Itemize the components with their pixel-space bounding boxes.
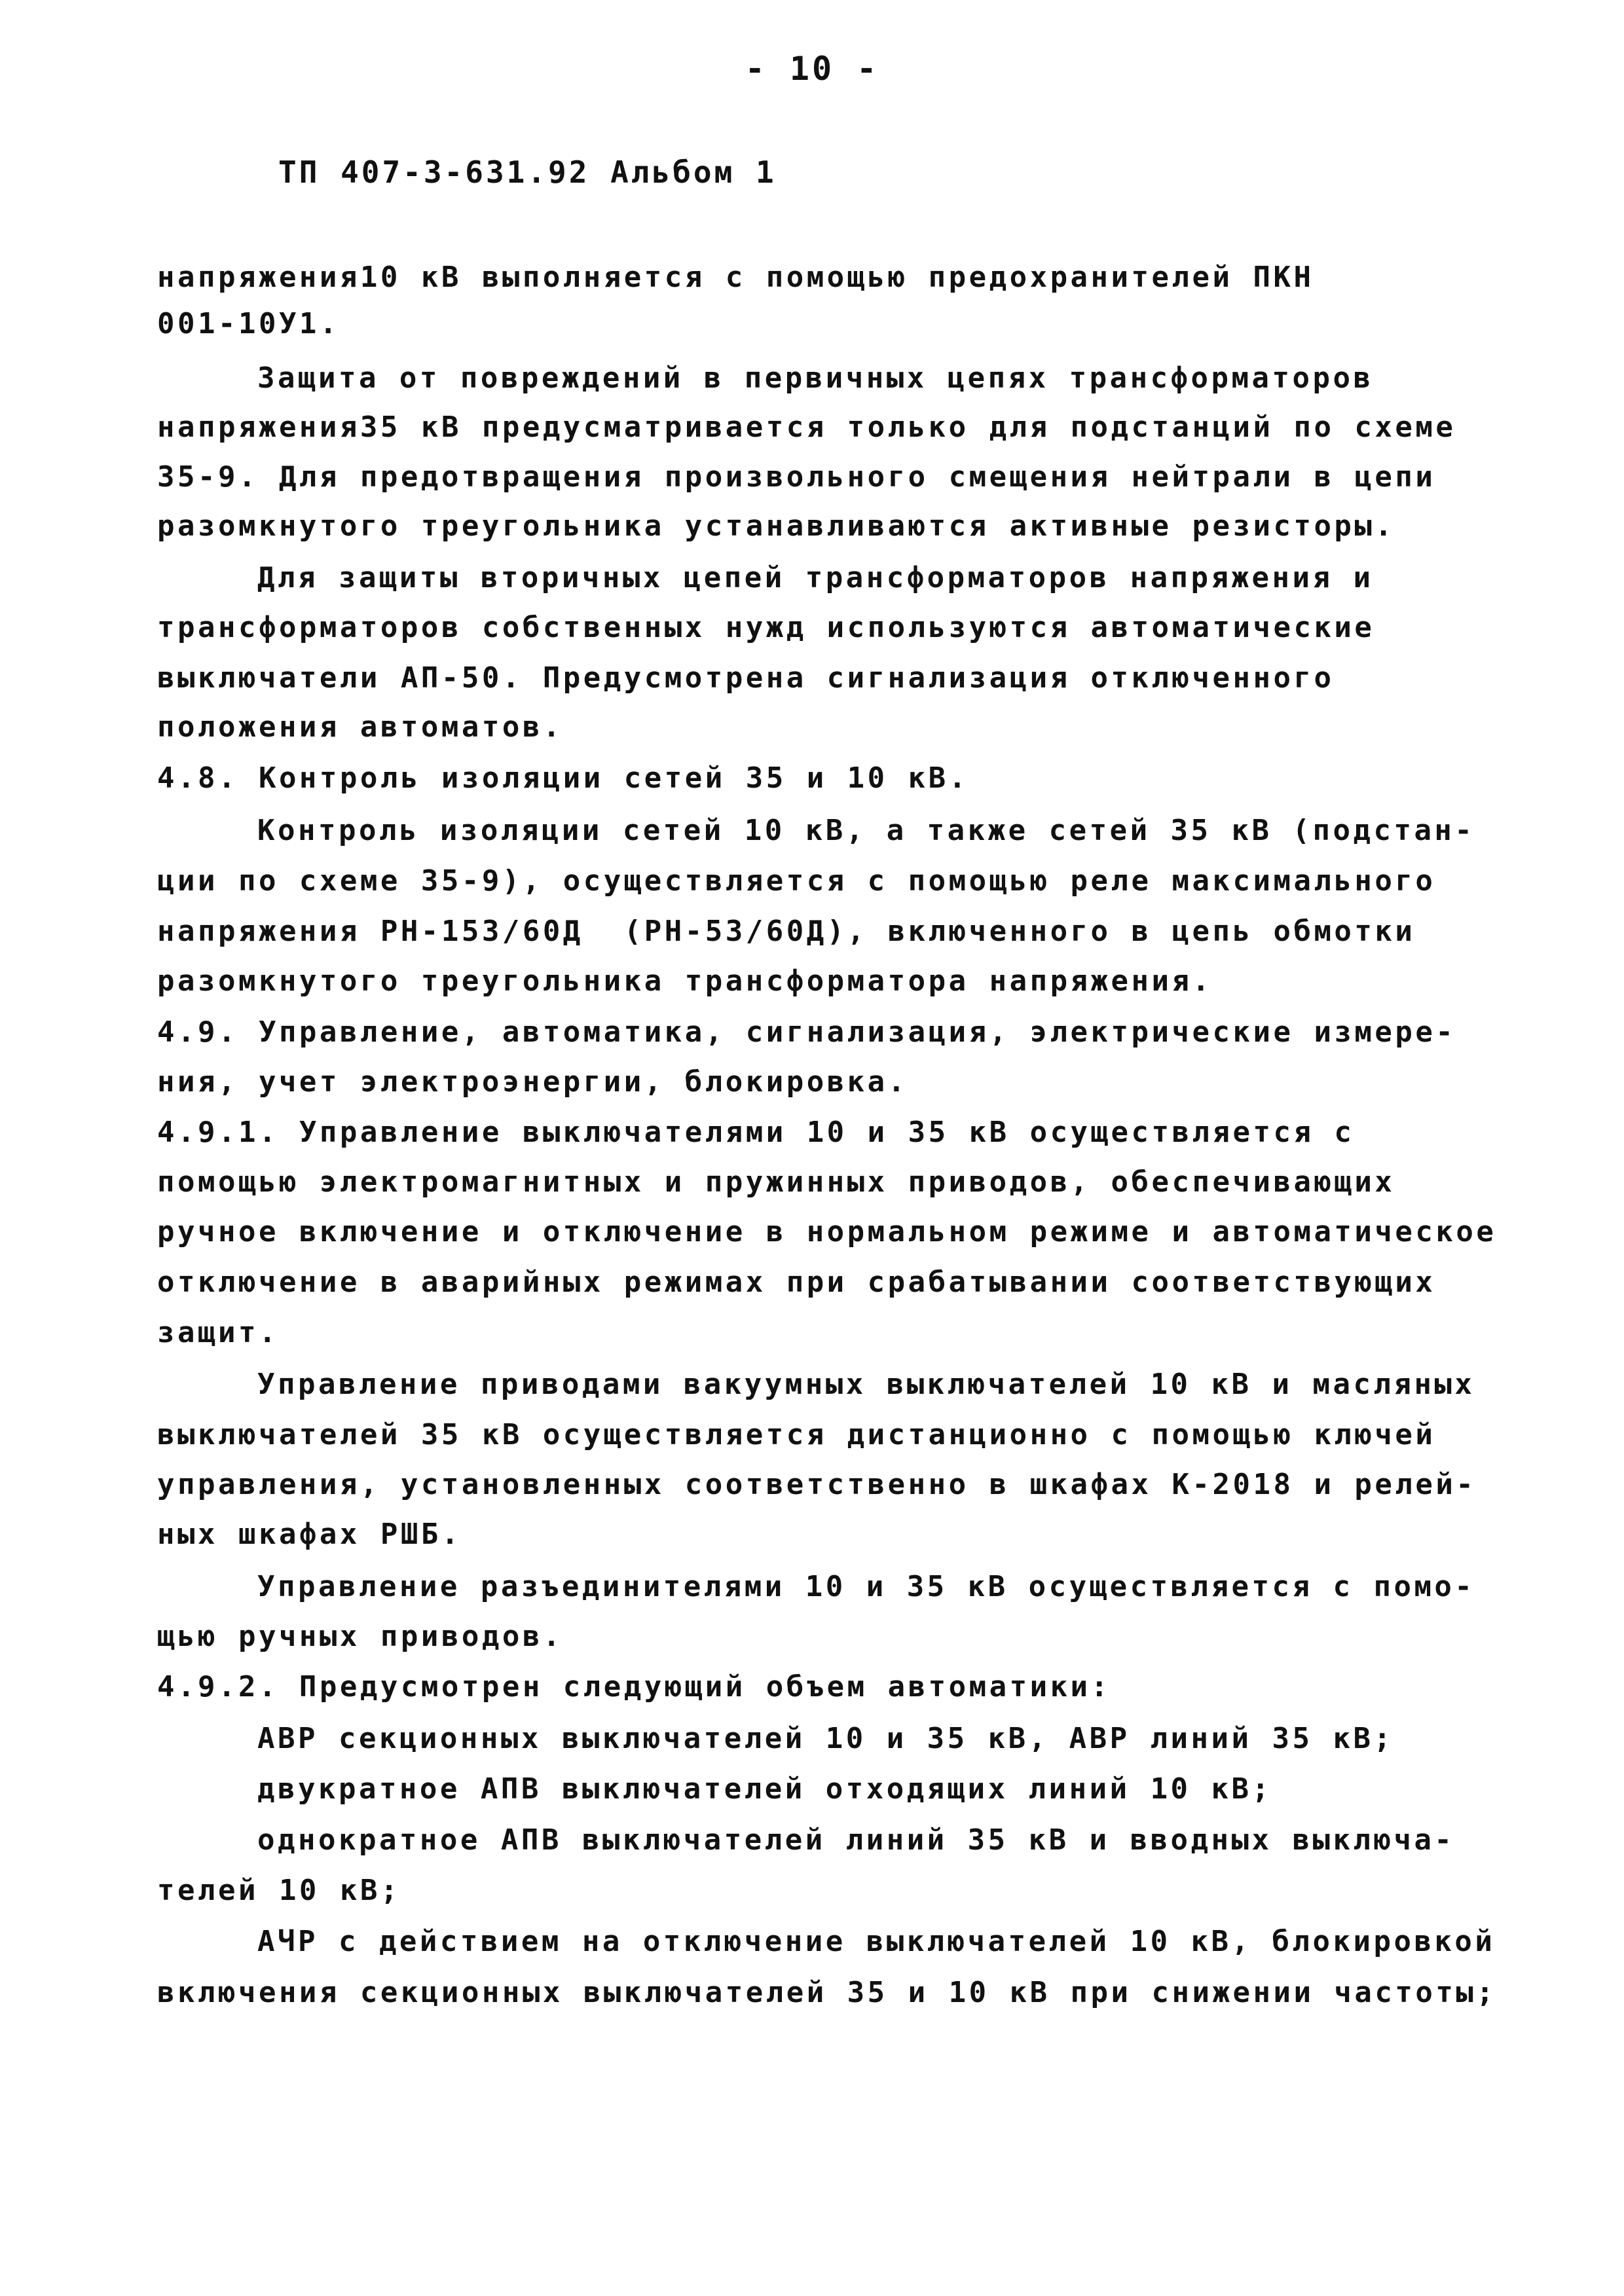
text-line: напряжения РН-153/60Д (РН-53/60Д), включенного в цепь обмотки bbox=[157, 915, 1416, 948]
text-line: ных шкафах РШБ. bbox=[157, 1518, 462, 1551]
text-line: Контроль изоляции сетей 10 кВ, а также сетей 35 кВ (подстан- bbox=[257, 814, 1475, 847]
text-line: выключатели АП-50. Предусмотрена сигнализация отключенного bbox=[157, 661, 1335, 695]
text-line: телей 10 кВ; bbox=[157, 1874, 401, 1907]
page-number: - 10 - bbox=[745, 50, 879, 88]
text-line: положения автоматов. bbox=[157, 710, 563, 744]
text-line: ручное включение и отключение в нормальном режиме и автоматическое bbox=[157, 1215, 1497, 1248]
text-line: Управление приводами вакуумных выключателей 10 кВ и масляных bbox=[257, 1368, 1475, 1401]
section-heading: 4.9.1. Управление выключателями 10 и 35 кВ осуществляется с bbox=[157, 1116, 1355, 1149]
text-line: Защита от повреждений в первичных цепях трансформаторов bbox=[257, 361, 1374, 395]
section-heading: 4.8. Контроль изоляции сетей 35 и 10 кВ. bbox=[157, 761, 969, 795]
text-line: 001-10У1. bbox=[157, 307, 340, 340]
text-line: Управление разъединителями 10 и 35 кВ осуществляется с помо- bbox=[257, 1570, 1475, 1603]
text-line: отключение в аварийных режимах при срабатывании соответствующих bbox=[157, 1266, 1436, 1299]
text-line: напряжения10 кВ выполняется с помощью предохранителей ПКН bbox=[157, 261, 1314, 294]
document-code: ТП 407-3-631.92 Альбом 1 bbox=[278, 155, 777, 190]
text-line: щью ручных приводов. bbox=[157, 1620, 563, 1653]
text-line: трансформаторов собственных нужд используются автоматические bbox=[157, 611, 1375, 644]
text-line: защит. bbox=[157, 1316, 279, 1349]
text-line: ции по схеме 35-9), осуществляется с помощью реле максимального bbox=[157, 864, 1436, 898]
section-heading: 4.9.2. Предусмотрен следующий объем автоматики: bbox=[157, 1670, 1111, 1704]
text-line: напряжения35 кВ предусматривается только для подстанций по схеме bbox=[157, 410, 1456, 444]
text-line: выключателей 35 кВ осуществляется дистанционно с помощью ключей bbox=[157, 1418, 1436, 1451]
text-line: ния, учет электроэнергии, блокировка. bbox=[157, 1065, 908, 1099]
list-item: однократное АПВ выключателей линий 35 кВ и вводных выключа- bbox=[257, 1823, 1455, 1857]
text-line: управления, установленных соответственно в шкафах К-2018 и релей- bbox=[157, 1468, 1477, 1501]
text-line: 35-9. Для предотвращения произвольного смещения нейтрали в цепи bbox=[157, 460, 1436, 494]
list-item: АВР секционных выключателей 10 и 35 кВ, АВР линий 35 кВ; bbox=[257, 1722, 1394, 1755]
list-item: АЧР с действием на отключение выключателей 10 кВ, блокировкой bbox=[257, 1925, 1496, 1958]
text-line: Для защиты вторичных цепей трансформаторов напряжения и bbox=[257, 561, 1374, 594]
list-item: двукратное АПВ выключателей отходящих линий 10 кВ; bbox=[257, 1772, 1272, 1806]
text-line: помощью электромагнитных и пружинных приводов, обеспечивающих bbox=[157, 1165, 1395, 1199]
text-line: включения секционных выключателей 35 и 10 кВ при снижении частоты; bbox=[157, 1976, 1497, 2009]
text-line: разомкнутого треугольника трансформатора напряжения. bbox=[157, 964, 1213, 998]
text-line: разомкнутого треугольника устанавливаются активные резисторы. bbox=[157, 509, 1395, 543]
section-heading: 4.9. Управление, автоматика, сигнализация, электрические измере- bbox=[157, 1015, 1456, 1049]
